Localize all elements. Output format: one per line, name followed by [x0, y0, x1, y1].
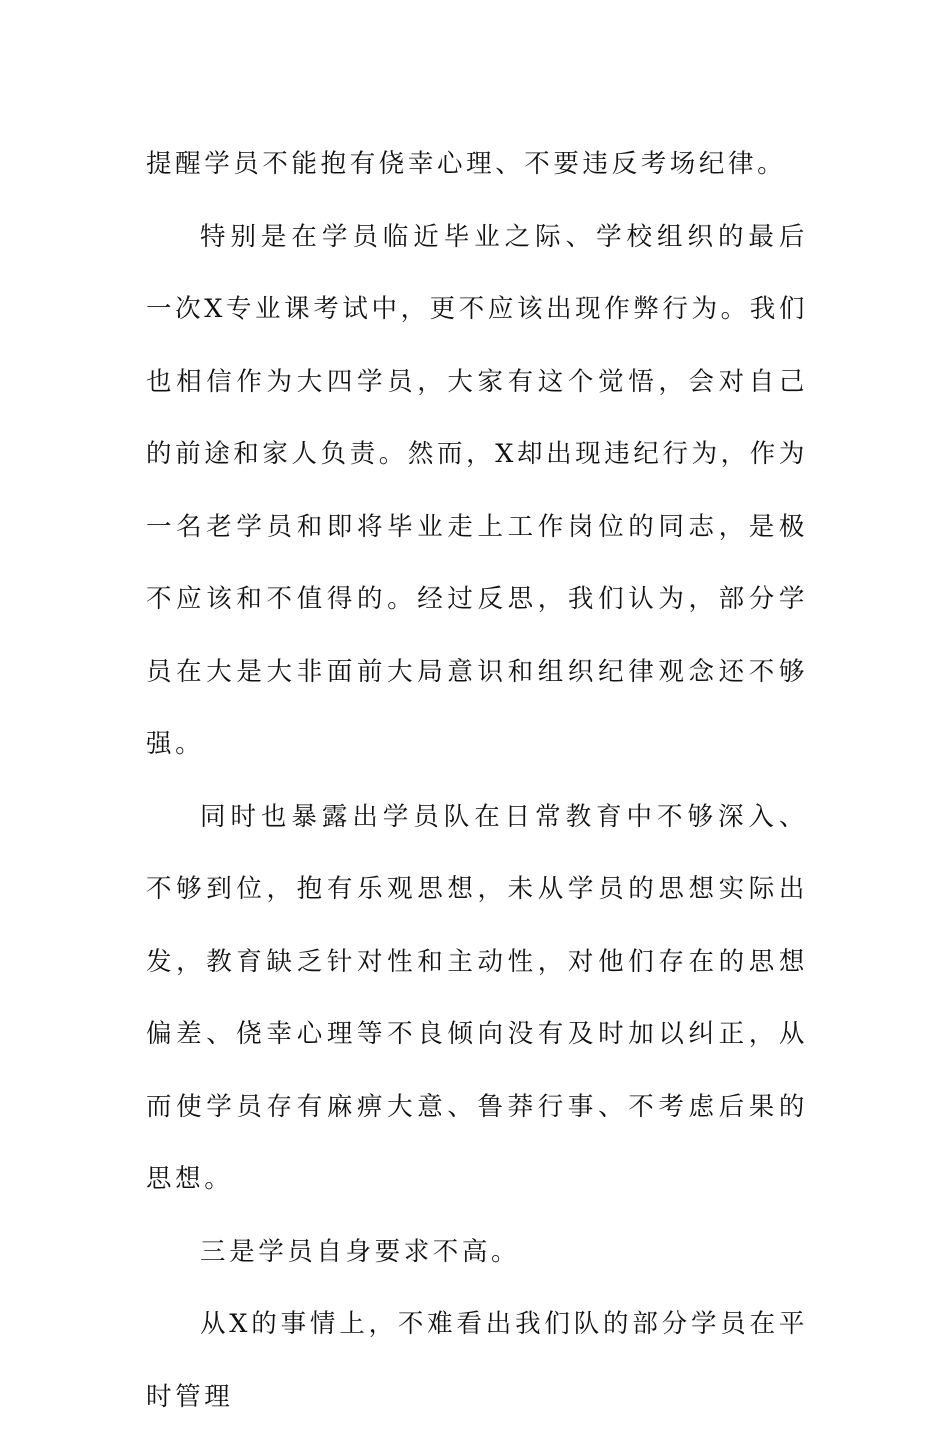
paragraph-2: 特别是在学员临近毕业之际、学校组织的最后一次X专业课考试中，更不应该出现作弊行为。我们也相信作为大四学员，大家有这个觉悟，会对自己的前途和家人负责。然而，X却出现违纪行为，作为一名老学员和即将毕业走上工作岗位的同志，是极不应该和不值得的。经过反思，我们认为，部分学员在大是大非面前大局意识和组织纪律观念还不够强。: [146, 221, 808, 759]
document-body: [146, 128, 808, 1433]
paragraph-5: 从X的事情上，不难看出我们队的部分学员在平时管理: [146, 1309, 808, 1412]
paragraph-3: 同时也暴露出学员队在日常教育中不够深入、不够到位，抱有乐观思想，未从学员的思想实际出发，教育缺乏针对性和主动性，对他们存在的思想偏差、侥幸心理等不良倾向没有及时加以纠正，从而使学员存有麻痹大意、鲁莽行事、不考虑后果的思想。: [146, 801, 808, 1194]
paragraph-1: 提醒学员不能抱有侥幸心理、不要违反考场纪律。: [146, 149, 787, 179]
paragraph-4: 三是学员自身要求不高。: [200, 1236, 521, 1267]
